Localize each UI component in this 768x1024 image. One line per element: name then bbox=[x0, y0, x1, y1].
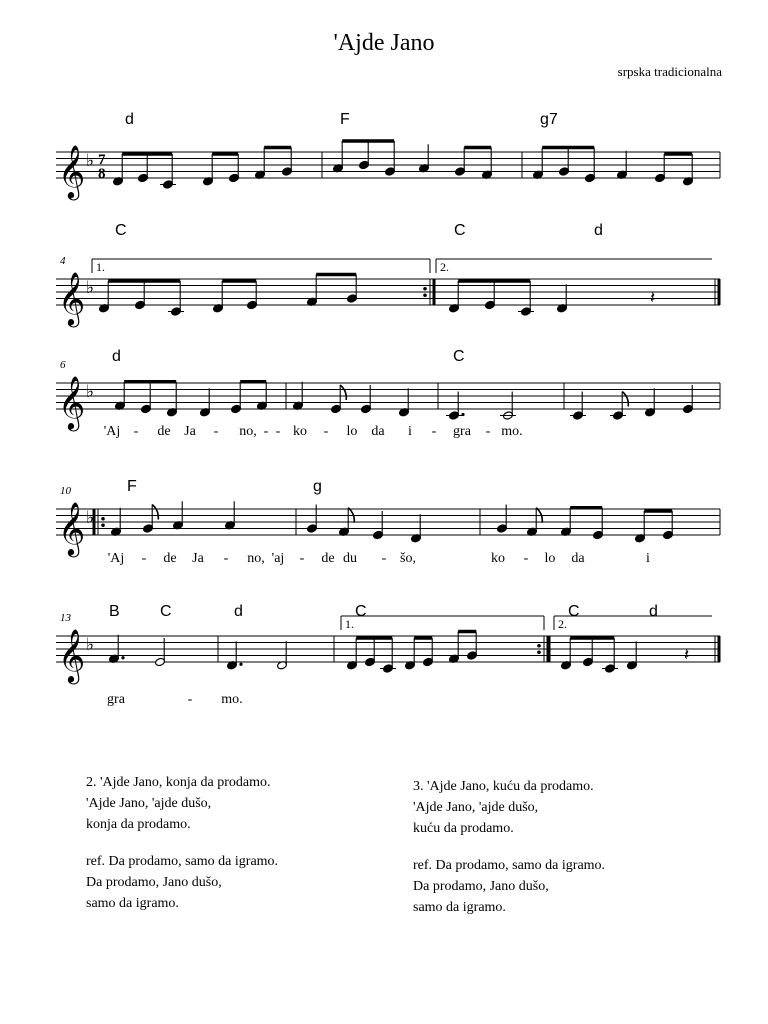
verse-spacer bbox=[413, 839, 605, 855]
chord-symbol: B bbox=[109, 603, 120, 620]
refrain-line: Da prodamo, Jano dušo, bbox=[413, 879, 549, 894]
repeat-dot bbox=[101, 517, 105, 521]
lyric-syllable: ko bbox=[293, 424, 307, 439]
note-flag bbox=[622, 392, 628, 407]
chord-symbol: d bbox=[125, 111, 134, 128]
dot bbox=[121, 656, 124, 659]
lyric-syllable: gra bbox=[453, 424, 471, 439]
repeat-dot bbox=[101, 523, 105, 527]
lyric-syllable: 'Aj bbox=[107, 551, 125, 566]
refrain-line: Da prodamo, Jano dušo, bbox=[86, 875, 222, 890]
measure-number: 13 bbox=[60, 612, 71, 624]
refrain-line: samo da igramo. bbox=[413, 900, 506, 915]
volta-label: 1. bbox=[96, 260, 105, 274]
verse-2 bbox=[86, 772, 278, 914]
key-signature-flat-icon: ♭ bbox=[86, 508, 95, 528]
dot bbox=[239, 663, 242, 666]
treble-clef-icon: 𝄞 bbox=[58, 501, 86, 555]
note-flag bbox=[152, 505, 158, 520]
dot bbox=[461, 413, 464, 416]
verse-line: kuću da prodamo. bbox=[413, 821, 514, 836]
chord-symbol: C bbox=[453, 348, 465, 365]
measure-number: 6 bbox=[60, 359, 66, 371]
time-signature-top: 7 bbox=[98, 152, 106, 168]
lyric-syllable: Ja bbox=[184, 424, 196, 439]
chord-symbol: C bbox=[355, 603, 367, 620]
lyric-syllable: - bbox=[213, 424, 219, 439]
lyric-syllable: Ja bbox=[192, 551, 204, 566]
staff-system bbox=[56, 616, 720, 673]
volta-label: 2. bbox=[440, 260, 449, 274]
lyric-syllable: šo, bbox=[400, 551, 416, 566]
lyric-syllable: no, bbox=[239, 424, 257, 439]
lyric-syllable: ko bbox=[491, 551, 505, 566]
key-signature-flat-icon: ♭ bbox=[86, 382, 95, 402]
chord-symbol: C bbox=[454, 222, 466, 239]
chord-symbol: d bbox=[594, 222, 603, 239]
time-signature-bottom: 8 bbox=[98, 166, 106, 182]
lyric-syllable: 'aj bbox=[271, 551, 285, 566]
lyric-syllable: - bbox=[323, 424, 329, 439]
lyric-syllable: - bbox=[485, 424, 491, 439]
treble-clef-icon: 𝄞 bbox=[58, 375, 86, 429]
treble-clef-icon: 𝄞 bbox=[58, 271, 86, 325]
lyric-syllable: mo. bbox=[501, 424, 523, 439]
measure-number: 10 bbox=[60, 485, 71, 497]
volta-label: 2. bbox=[558, 617, 567, 631]
treble-clef-icon: 𝄞 bbox=[58, 144, 86, 198]
chord-symbol: d bbox=[112, 348, 121, 365]
lyric-syllable: - bbox=[133, 424, 139, 439]
lyric-syllable: de bbox=[163, 551, 177, 566]
chord-symbol: g7 bbox=[540, 111, 558, 128]
lyric-syllable: da bbox=[371, 424, 385, 439]
lyric-syllable: i bbox=[646, 551, 650, 566]
chord-symbol: F bbox=[127, 478, 137, 495]
key-signature-flat-icon: ♭ bbox=[86, 278, 95, 298]
verse-line: 2. 'Ajde Jano, konja da prodamo. bbox=[86, 775, 271, 790]
repeat-dot bbox=[423, 293, 427, 297]
verse-line: 3. 'Ajde Jano, kuću da prodamo. bbox=[413, 779, 594, 794]
lyric-syllable: - bbox=[141, 551, 147, 566]
refrain-line: ref. Da prodamo, samo da igramo. bbox=[413, 858, 606, 873]
chord-symbol: g bbox=[313, 478, 322, 495]
measure-number: 4 bbox=[60, 255, 66, 267]
volta-label: 1. bbox=[345, 617, 354, 631]
staff-system bbox=[56, 382, 720, 420]
staff-system bbox=[56, 501, 720, 543]
lyric-syllable: i bbox=[408, 424, 412, 439]
lyric-syllable: lo bbox=[544, 551, 556, 566]
chord-symbol: C bbox=[568, 603, 580, 620]
quarter-rest-icon: 𝄽 bbox=[684, 645, 690, 665]
lyric-syllable: de bbox=[157, 424, 171, 439]
lyric-syllable: da bbox=[571, 551, 585, 566]
lyric-syllable: gra bbox=[107, 692, 125, 707]
verse-line: konja da prodamo. bbox=[86, 817, 191, 832]
verse-spacer bbox=[86, 835, 278, 851]
lyric-syllable: lo bbox=[346, 424, 358, 439]
key-signature-flat-icon: ♭ bbox=[86, 635, 95, 655]
verse-3 bbox=[413, 776, 605, 918]
repeat-dot bbox=[537, 650, 541, 654]
lyric-syllable: - bbox=[299, 551, 305, 566]
lyric-syllable: mo. bbox=[221, 692, 243, 707]
refrain-line: ref. Da prodamo, samo da igramo. bbox=[86, 854, 279, 869]
chord-symbol: d bbox=[649, 603, 658, 620]
lyric-syllable: de bbox=[321, 551, 335, 566]
refrain-line: samo da igramo. bbox=[86, 896, 179, 911]
lyric-syllable: du bbox=[343, 551, 357, 566]
lyric-syllable: no, bbox=[247, 551, 265, 566]
chord-symbol: d bbox=[234, 603, 243, 620]
lyric-syllable: - bbox=[431, 424, 437, 439]
note-flag bbox=[340, 385, 346, 400]
song-origin: srpska tradicionalna bbox=[617, 64, 722, 79]
staff-system bbox=[56, 141, 720, 189]
lyric-syllable: 'Aj bbox=[103, 424, 121, 439]
verse-line: 'Ajde Jano, 'ajde dušo, bbox=[413, 800, 539, 815]
lyric-syllable: - bbox=[187, 692, 193, 707]
staff-system bbox=[56, 259, 720, 316]
lyric-syllable: - bbox=[275, 424, 281, 439]
verse-line: 'Ajde Jano, 'ajde dušo, bbox=[86, 796, 212, 811]
chord-symbol: C bbox=[115, 222, 127, 239]
key-signature-flat-icon: ♭ bbox=[86, 151, 95, 171]
lyric-syllable: - bbox=[223, 551, 229, 566]
chord-symbol: C bbox=[160, 603, 172, 620]
chord-symbol: F bbox=[340, 111, 350, 128]
lyric-syllable: - bbox=[381, 551, 387, 566]
treble-clef-icon: 𝄞 bbox=[58, 628, 86, 682]
song-title: 'Ajde Jano bbox=[333, 30, 435, 56]
lyric-syllable: - bbox=[523, 551, 529, 566]
repeat-dot bbox=[423, 287, 427, 291]
lyric-syllable: - bbox=[263, 424, 269, 439]
repeat-dot bbox=[537, 644, 541, 648]
quarter-rest-icon: 𝄽 bbox=[650, 288, 656, 308]
